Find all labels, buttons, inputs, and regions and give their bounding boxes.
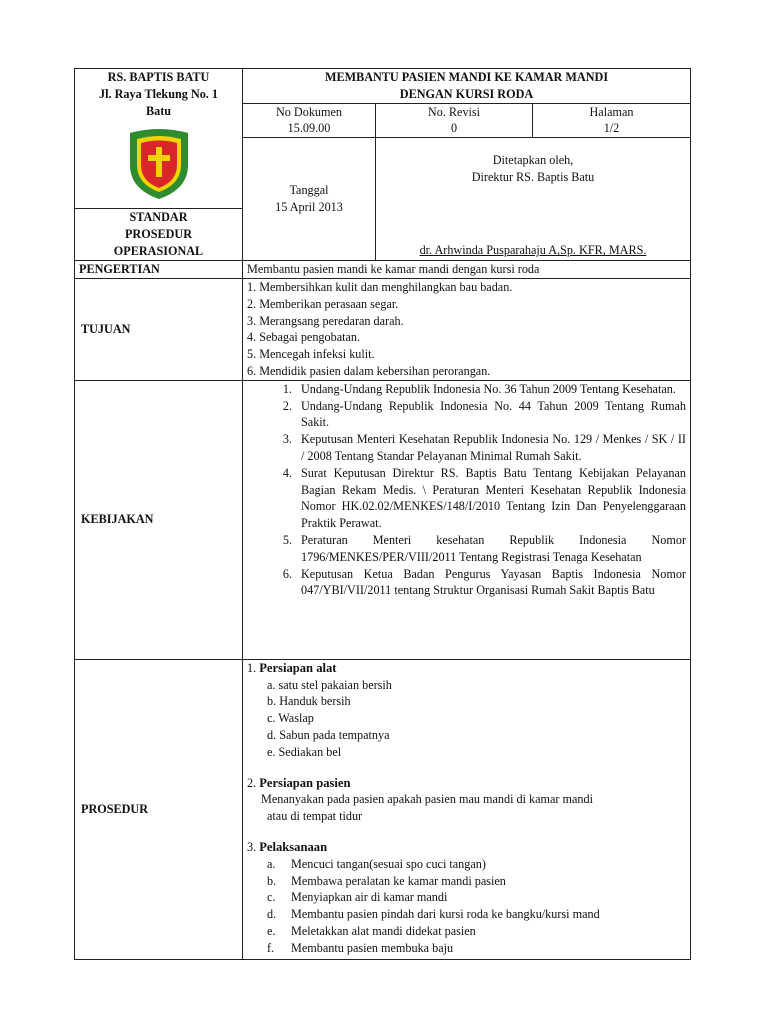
- signer-name: dr. Arhwinda Pusparahaju A,Sp. KFR, MARS.: [419, 243, 647, 258]
- kebijakan-label: KEBIJAKAN: [75, 380, 243, 659]
- tujuan-label: TUJUAN: [75, 278, 243, 380]
- item-marker: f.: [267, 940, 275, 955]
- date-value: 15 April 2013: [275, 200, 343, 215]
- item-text: Membantu pasien membuka baju: [291, 940, 454, 955]
- kebijakan-item: 5. Peraturan Menteri kesehatan Republik Indonesia Nomor 1796/MENKES/PER/VIII/2011 Tentang Registrasi Tenaga Kesehatan: [295, 532, 686, 566]
- date-label: Tanggal: [289, 183, 329, 198]
- pasien-line-2: atau di tempat tidur: [267, 809, 363, 824]
- tujuan-item: 5. Mencegah infeksi kulit.: [247, 347, 375, 362]
- section-title: Pelaksanaan: [259, 839, 328, 854]
- page-label: Halaman: [589, 104, 634, 119]
- item-text: Menyiapkan air di kamar mandi: [291, 890, 448, 905]
- kebijakan-item: 6. Keputusan Ketua Badan Pengurus Yayasan Baptis Indonesia Nomor 047/YBI/VII/2011 tentang Struktur Organisasi Rumah Sakit Baptis Batu: [295, 566, 686, 600]
- approval-cell: [376, 138, 691, 261]
- spo-line-1: STANDAR: [129, 210, 188, 225]
- item-text: Meletakkan alat mandi didekat pasien: [291, 923, 476, 938]
- section-number: 1.: [247, 660, 257, 675]
- page-cell: [533, 103, 691, 138]
- spo-label: [75, 209, 243, 261]
- item-marker: e.: [267, 923, 276, 938]
- item-marker: a.: [267, 856, 276, 871]
- approved-by-label: Ditetapkan oleh,: [492, 153, 574, 168]
- item-text: Mencuci tangan(sesuai spo cuci tangan): [291, 856, 486, 871]
- prosedur-label: PROSEDUR: [75, 659, 243, 959]
- title-line-2: DENGAN KURSI RODA: [399, 86, 534, 101]
- pelaksanaan-item: [267, 889, 686, 906]
- section-pelaksanaan-title: [247, 839, 686, 856]
- pengertian-text: Membantu pasien mandi ke kamar mandi dengan kursi roda: [243, 261, 691, 279]
- alat-list: [247, 677, 686, 761]
- title-line-1: MEMBANTU PASIEN MANDI KE KAMAR MANDI: [324, 70, 609, 84]
- hospital-address-line-1: Jl. Raya Tlekung No. 1: [99, 86, 218, 101]
- tujuan-item: 2. Memberikan perasaan segar.: [247, 296, 399, 311]
- tujuan-item: 1. Membersihkan kulit dan menghilangkan bau badan.: [247, 279, 513, 294]
- item-marker: b.: [267, 873, 277, 888]
- hospital-name: RS. BAPTIS BATU: [107, 70, 210, 84]
- alat-item: c. Waslap: [267, 711, 314, 726]
- kebijakan-item: 3. Keputusan Menteri Kesehatan Republik Indonesia No. 129 / Menkes / SK / II / 2008 Tentang Standar Pelayanan Minimal Rumah Sakit.: [295, 431, 686, 465]
- pelaksanaan-item: [267, 873, 686, 890]
- hospital-header: [75, 69, 243, 209]
- date-cell: [243, 138, 376, 261]
- item-text: Membawa peralatan ke kamar mandi pasien: [291, 873, 506, 888]
- item-marker: c.: [267, 890, 276, 905]
- hospital-logo: [79, 119, 238, 208]
- pasien-line-1: Menanyakan pada pasien apakah pasien mau mandi di kamar mandi: [261, 792, 593, 807]
- pelaksanaan-item: [267, 923, 686, 940]
- kebijakan-item: 2. Undang-Undang Republik Indonesia No. 44 Tahun 2009 Tentang Rumah Sakit.: [295, 398, 686, 432]
- tujuan-item: 4. Sebagai pengobatan.: [247, 330, 361, 345]
- tujuan-item: 3. Merangsang peredaran darah.: [247, 313, 404, 328]
- pelaksanaan-list: [247, 856, 686, 957]
- kebijakan-item: 1. Undang-Undang Republik Indonesia No. 36 Tahun 2009 Tentang Kesehatan.: [295, 381, 686, 398]
- revision-label: No. Revisi: [427, 104, 481, 119]
- alat-item: d. Sabun pada tempatnya: [267, 727, 390, 742]
- approved-by-title: Direktur RS. Baptis Batu: [471, 169, 595, 184]
- document-title: [243, 69, 691, 104]
- item-marker: d.: [267, 907, 277, 922]
- shield-cross-icon: [124, 127, 194, 203]
- spo-line-2: PROSEDUR: [124, 226, 193, 241]
- item-text: Membantu pasien pindah dari kursi roda ke bangku/kursi mand: [291, 907, 600, 922]
- section-title: Persiapan alat: [259, 660, 337, 675]
- pengertian-label: PENGERTIAN: [75, 261, 243, 279]
- doc-number-cell: [243, 103, 376, 138]
- kebijakan-list: [243, 380, 691, 659]
- revision-cell: [376, 103, 533, 138]
- tujuan-list: [243, 278, 691, 380]
- section-title: Persiapan pasien: [259, 775, 351, 790]
- hospital-address-line-2: Batu: [145, 103, 172, 118]
- section-alat-title: [247, 660, 686, 677]
- spo-line-3: OPERASIONAL: [113, 243, 204, 258]
- section-number: 2.: [247, 775, 257, 790]
- sop-table: [74, 68, 691, 960]
- kebijakan-item: 4. Surat Keputusan Direktur RS. Baptis Batu Tentang Kebijakan Pelayanan Bagian Rekam Medis. \ Peraturan Menteri Kesehatan Republik Indonesia Nomor HK.02.02/MENKES/148/I/2010 Tentang Izin Dan Penyelenggaraan Praktik Perawat.: [295, 465, 686, 532]
- alat-item: e. Sediakan bel: [267, 744, 342, 759]
- page-value: 1/2: [603, 121, 620, 136]
- pelaksanaan-item: [267, 856, 686, 873]
- prosedur-content: [243, 659, 691, 959]
- section-number: 3.: [247, 839, 257, 854]
- revision-value: 0: [450, 121, 458, 136]
- alat-item: a. satu stel pakaian bersih: [267, 677, 392, 692]
- pelaksanaan-item: [267, 940, 686, 957]
- doc-number-value: 15.09.00: [287, 121, 331, 136]
- tujuan-item: 6. Mendidik pasien dalam kebersihan perorangan.: [247, 363, 491, 378]
- alat-item: b. Handuk bersih: [267, 694, 351, 709]
- pelaksanaan-item: [267, 906, 686, 923]
- doc-number-label: No Dokumen: [275, 104, 342, 119]
- section-pasien-title: [247, 775, 686, 792]
